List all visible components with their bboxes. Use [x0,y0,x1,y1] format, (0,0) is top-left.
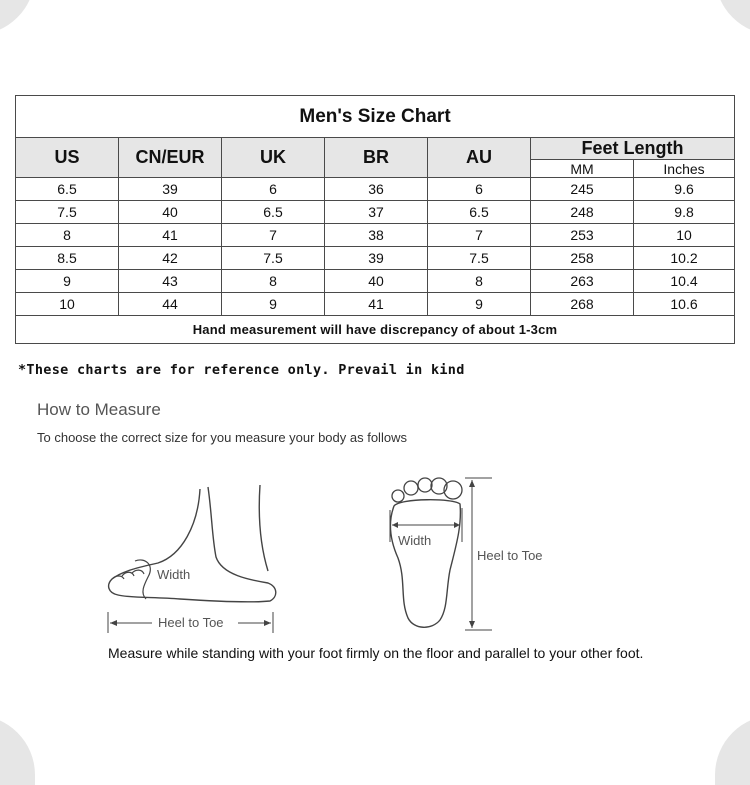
table-cell: 258 [531,247,634,270]
table-cell: 10.4 [634,270,735,293]
table-cell: 9 [428,293,531,316]
table-cell: 40 [325,270,428,293]
table-cell: 7 [222,224,325,247]
table-row [16,247,735,270]
table-cell: 268 [531,293,634,316]
top-heel-to-toe-label: Heel to Toe [477,548,543,563]
table-cell: 8 [16,224,119,247]
table-cell: 10.6 [634,293,735,316]
table-cell: 44 [119,293,222,316]
table-cell: 38 [325,224,428,247]
header-uk: UK [222,138,325,178]
table-cell: 6 [428,178,531,201]
table-cell: 39 [325,247,428,270]
table-row [16,293,735,316]
table-cell: 263 [531,270,634,293]
table-cell: 39 [119,178,222,201]
table-cell: 7.5 [222,247,325,270]
table-cell: 9.8 [634,201,735,224]
table-cell: 7.5 [16,201,119,224]
side-heel-to-toe-label: Heel to Toe [158,615,224,630]
corner-decoration [0,0,35,35]
table-cell: 36 [325,178,428,201]
header-mm: MM [531,160,634,178]
table-row [16,178,735,201]
table-row [16,201,735,224]
table-cell: 245 [531,178,634,201]
size-chart-table [15,95,735,344]
header-br: BR [325,138,428,178]
measurement-footnote: Hand measurement will have discrepancy of about 1-3cm [16,316,735,344]
table-cell: 248 [531,201,634,224]
reference-note: *These charts are for reference only. Prevail in kind [18,362,465,378]
table-cell: 40 [119,201,222,224]
table-cell: 10 [16,293,119,316]
table-cell: 10 [634,224,735,247]
side-width-label: Width [157,567,191,582]
table-cell: 8 [222,270,325,293]
table-cell: 6.5 [16,178,119,201]
corner-decoration [715,715,750,785]
table-cell: 9 [222,293,325,316]
corner-decoration [0,715,35,785]
table-cell: 42 [119,247,222,270]
table-row [16,270,735,293]
table-cell: 7.5 [428,247,531,270]
table-cell: 6.5 [222,201,325,224]
table-cell: 6.5 [428,201,531,224]
how-to-measure-subtitle: To choose the correct size for you measure your body as follows [37,430,407,445]
table-cell: 9.6 [634,178,735,201]
table-row [16,224,735,247]
header-au: AU [428,138,531,178]
size-rows [16,178,735,316]
table-cell: 8.5 [16,247,119,270]
header-us: US [16,138,119,178]
header-inches: Inches [634,160,735,178]
size-chart-title: Men's Size Chart [16,96,735,138]
measure-instruction: Measure while standing with your foot firmly on the floor and parallel to your other foot. [108,645,644,661]
header-feet-length: Feet Length [531,138,735,160]
corner-decoration [715,0,750,35]
table-cell: 9 [16,270,119,293]
table-cell: 7 [428,224,531,247]
table-cell: 253 [531,224,634,247]
table-cell: 8 [428,270,531,293]
table-cell: 37 [325,201,428,224]
table-cell: 41 [119,224,222,247]
table-cell: 6 [222,178,325,201]
top-width-label: Width [398,533,432,548]
table-cell: 41 [325,293,428,316]
header-cn-eur: CN/EUR [119,138,222,178]
table-cell: 43 [119,270,222,293]
table-cell: 10.2 [634,247,735,270]
how-to-measure-title: How to Measure [37,400,161,419]
